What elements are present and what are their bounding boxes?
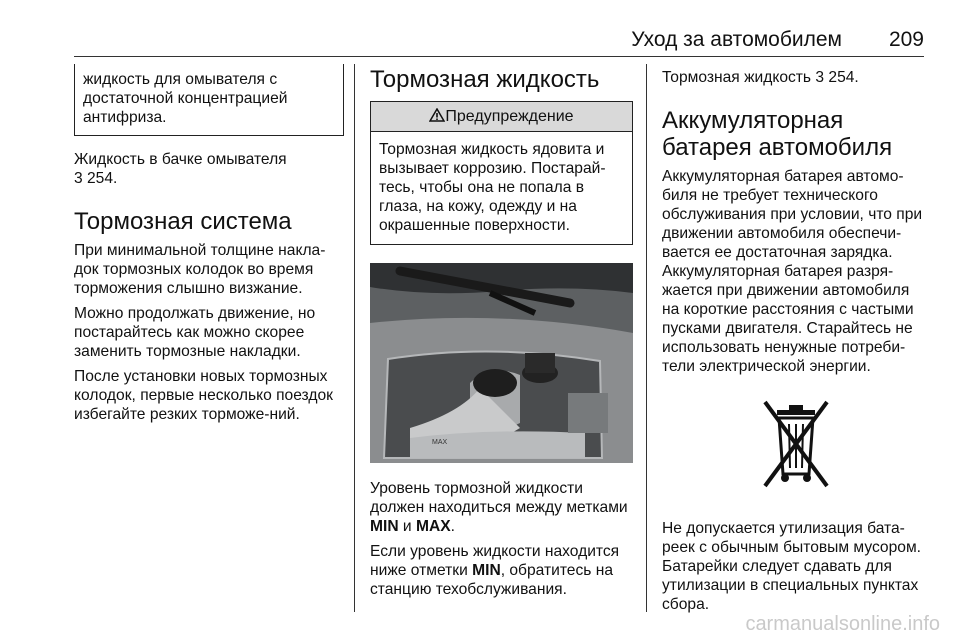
brake-fluid-reservoir-photo <box>370 263 633 463</box>
brake-paragraph-2: Можно продолжать движение, но постарайтесь как можно скорее заменить тормозные накладки. <box>74 305 316 360</box>
continued-box <box>74 64 344 136</box>
column-2 <box>370 64 633 605</box>
washer-ref-page[interactable]: 3 254. <box>74 170 118 187</box>
and-text: и <box>398 518 416 535</box>
battery-paragraph-1: Аккумуляторная батарея автомо-биля не требует технического обслуживания при условии, что при движении автомобиля обеспечи-вается ее достаточная зарядка. Аккумуляторная батарея разря-жается при движении автомобиля на короткие расстояния с частыми пусками двигателя. Старайтесь не использовать ненужные потреби-тели электрической энергии. <box>662 168 923 375</box>
column-divider-2 <box>646 64 647 612</box>
min-mark-2: MIN <box>472 562 501 579</box>
washer-ref <box>74 150 344 188</box>
brake-fluid-ref[interactable]: Тормозная жидкость 3 254. <box>662 69 859 86</box>
warning-title: Предупреждение <box>445 108 574 125</box>
dot: . <box>450 518 455 535</box>
column-divider-1 <box>354 64 355 612</box>
weee-icon-wrap <box>662 396 930 497</box>
column-1 <box>74 64 344 430</box>
max-mark: MAX <box>415 518 451 535</box>
brake-paragraph-3: После установки новых тормозных колодок, первые несколько поездок избегайте резких торможе-ний. <box>74 368 333 423</box>
page-number: 209 <box>888 28 924 51</box>
warning-body: Тормозная жидкость ядовита и вызывает коррозию. Постарай-тесь, чтобы она не попала в глаза, на кожу, одежду и на окрашенные поверхности. <box>379 141 606 234</box>
level-paragraph-1 <box>370 479 633 536</box>
washer-ref-text: Жидкость в бачке омывателя <box>74 151 287 168</box>
level-paragraph-2 <box>370 542 633 599</box>
brake-system-heading: Тормозная система <box>74 208 292 235</box>
running-header-title: Уход за автомобилем <box>631 28 842 51</box>
max-mark-label: MAX <box>432 439 448 446</box>
crossed-bin-icon <box>757 396 835 492</box>
level2-text-a: Если уровень жидкости находится ниже отметки <box>370 543 620 579</box>
level2-text-b: , обратитесь на станцию техобслуживания. <box>370 562 614 598</box>
warning-triangle-icon <box>429 108 445 122</box>
watermark: carmanualsonline.info <box>745 613 940 635</box>
warning-box <box>370 101 633 245</box>
battery-heading: Аккумуляторная батарея автомобиля <box>662 107 893 161</box>
brake-paragraph-1: При минимальной толщине накла-док тормозных колодок во время торможения слышно визжание. <box>74 242 326 297</box>
brake-fluid-heading: Тормозная жидкость <box>370 66 600 93</box>
warning-header <box>371 102 632 132</box>
min-mark: MIN <box>370 518 399 535</box>
column-3 <box>662 64 930 620</box>
header-rule <box>74 56 924 57</box>
continued-box-text: жидкость для омывателя с достаточной концентрацией антифриза. <box>83 71 288 126</box>
reservoir-illustration <box>370 263 633 463</box>
battery-paragraph-2: Не допускается утилизация бата-реек с обычным бытовым мусором. Батарейки следует сдавать для утилизации в специальных пунктах сбора. <box>662 520 921 613</box>
level-text-a: Уровень тормозной жидкости должен находиться между метками <box>370 480 628 516</box>
